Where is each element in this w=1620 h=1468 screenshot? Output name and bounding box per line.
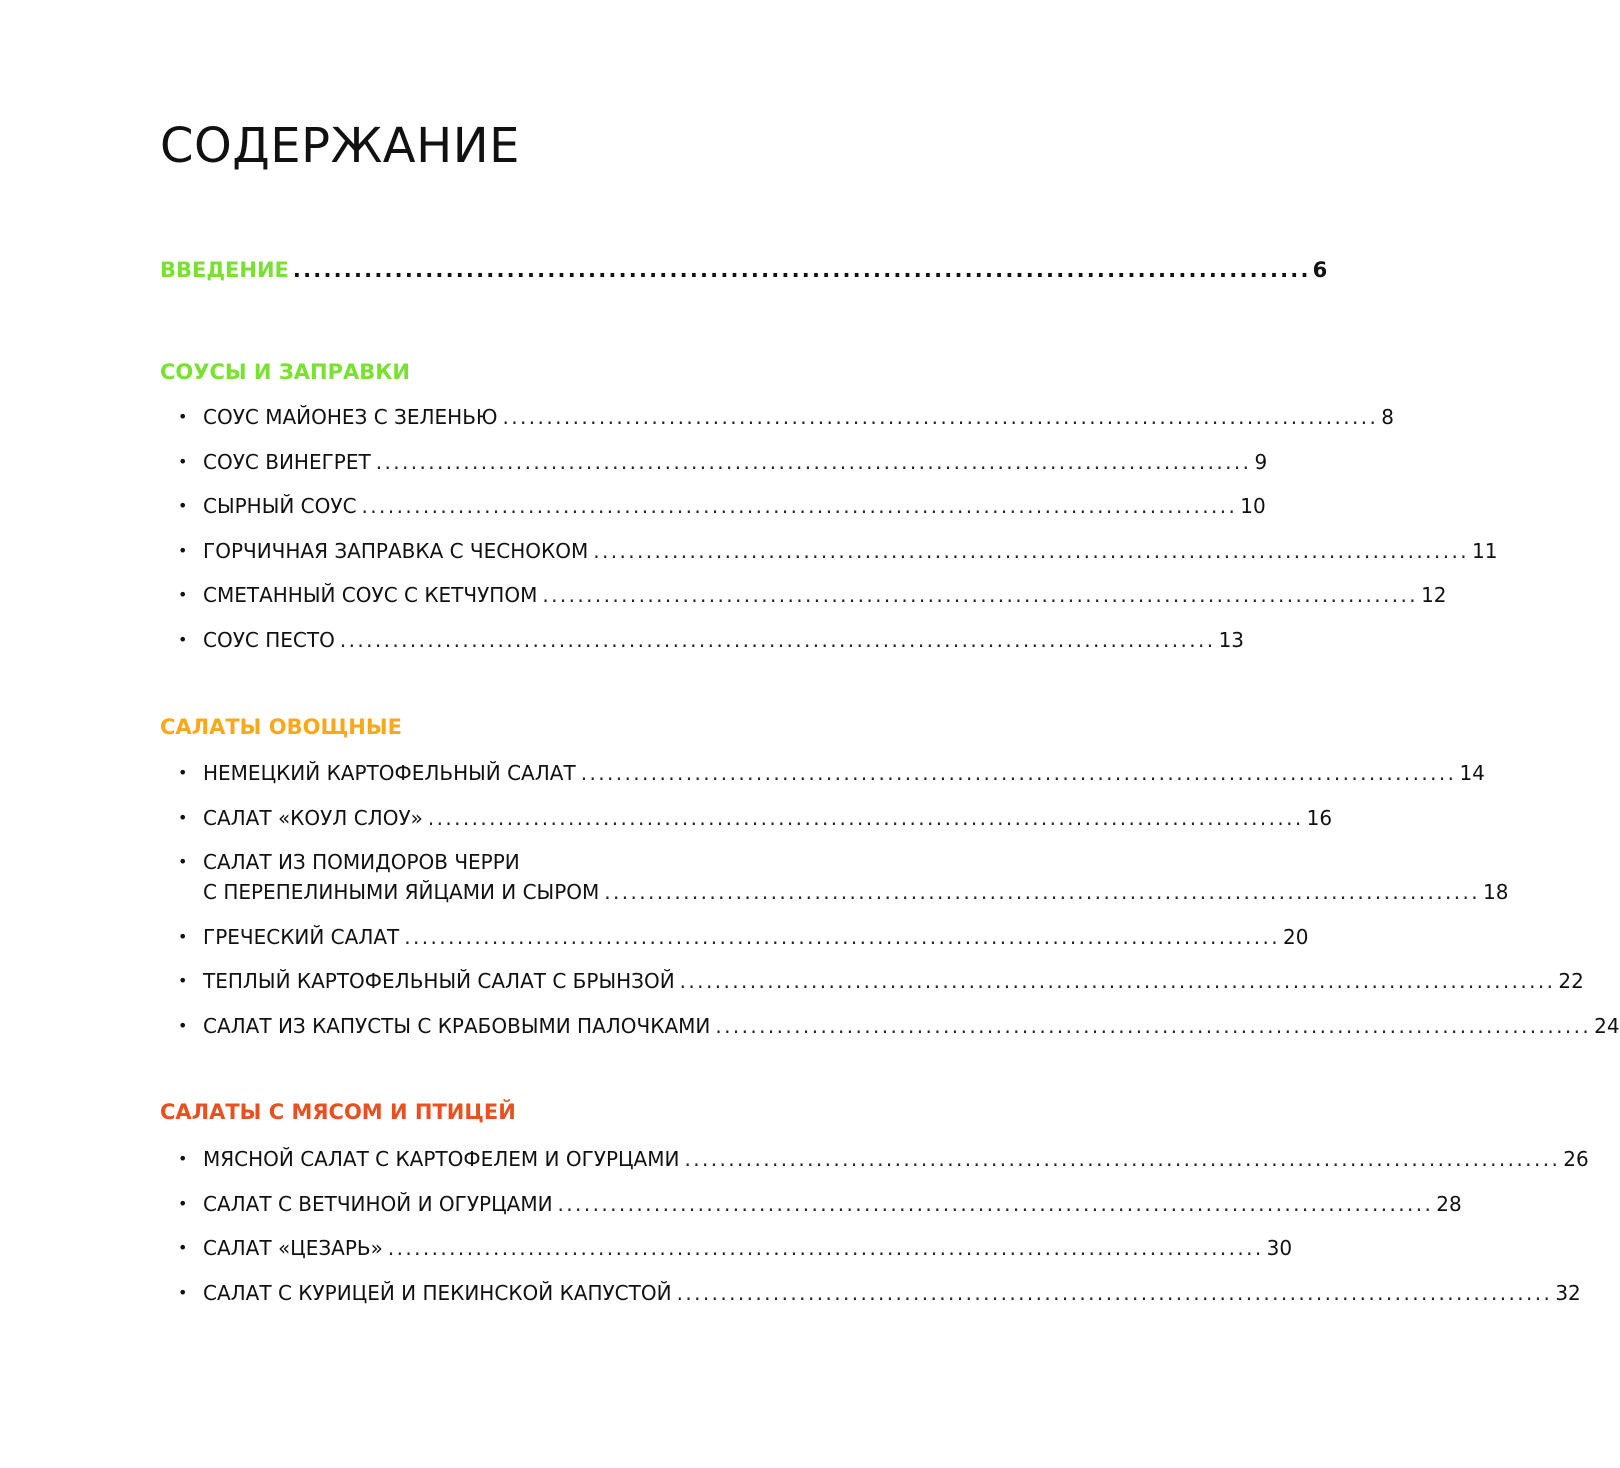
dot-leader: ....................................................................................................	[679, 969, 1556, 993]
toc-item[interactable]	[178, 847, 1509, 907]
toc-item[interactable]	[178, 1189, 1462, 1219]
toc-list-vegetable-salads	[178, 758, 1620, 1055]
page-number: 9	[1254, 449, 1268, 474]
toc-item[interactable]	[178, 402, 1395, 432]
entry-title: САЛАТ С КУРИЦЕЙ И ПЕКИНСКОЙ КАПУСТОЙ	[203, 1280, 672, 1305]
page-number: 30	[1266, 1236, 1293, 1260]
toc-item[interactable]	[178, 580, 1447, 610]
dot-leader: ....................................................................................................	[580, 761, 1457, 785]
bullet-icon: •	[178, 1282, 188, 1302]
dot-leader: ....................................................................................................	[387, 1236, 1264, 1260]
dot-leader: ....................................................................................................	[502, 405, 1379, 429]
section-heading-vegetable-salads: САЛАТЫ ОВОЩНЫЕ	[160, 715, 402, 739]
dot-leader: ....................................................................................................	[404, 924, 1281, 949]
page-number: 22	[1558, 969, 1584, 993]
toc-item[interactable]	[178, 536, 1498, 566]
entry-title: СОУС ПЕСТО	[203, 627, 335, 652]
entry-title: СМЕТАННЫЙ СОУС С КЕТЧУПОМ	[203, 583, 538, 607]
bullet-icon: •	[178, 971, 188, 990]
page-number: 28	[1436, 1191, 1462, 1216]
entry-title: ГРЕЧЕСКИЙ САЛАТ	[203, 924, 400, 949]
page-number: 14	[1459, 761, 1485, 785]
toc-item[interactable]	[178, 625, 1245, 655]
page-number: 20	[1283, 924, 1309, 949]
page-number: 26	[1563, 1147, 1589, 1171]
toc-list-meat-salads	[178, 1144, 1589, 1322]
toc-item[interactable]	[178, 966, 1584, 996]
dot-leader: ....................................................................................................	[557, 1191, 1434, 1216]
entry-title: САЛАТ С ВЕТЧИНОЙ И ОГУРЦАМИ	[203, 1191, 553, 1216]
dot-leader: ....................................................................................................	[427, 805, 1304, 830]
entry-title-line-1: САЛАТ ИЗ ПОМИДОРОВ ЧЕРРИ	[203, 850, 520, 874]
entry-title: МЯСНОЙ САЛАТ С КАРТОФЕЛЕМ И ОГУРЦАМИ	[203, 1147, 680, 1171]
page-number: 13	[1218, 627, 1245, 652]
page-number: 24	[1594, 1013, 1620, 1038]
dot-leader: ....................................................................................................	[593, 538, 1469, 563]
section-heading-sauces: СОУСЫ И ЗАПРАВКИ	[160, 360, 410, 384]
bullet-icon: •	[178, 629, 188, 649]
toc-item[interactable]	[178, 1144, 1589, 1174]
dot-leader: ....................................................................................................	[361, 494, 1238, 518]
entry-title: САЛАТ ИЗ КАПУСТЫ С КРАБОВЫМИ ПАЛОЧКАМИ	[203, 1013, 711, 1038]
page-number: 32	[1555, 1280, 1581, 1305]
intro-label: ВВЕДЕНИЕ	[160, 258, 289, 282]
entry-title: СОУС ВИНЕГРЕТ	[203, 449, 371, 474]
entry-title: ТЕПЛЫЙ КАРТОФЕЛЬНЫЙ САЛАТ С БРЫНЗОЙ	[203, 969, 675, 993]
toc-list-sauces	[178, 402, 1498, 669]
toc-item[interactable]	[178, 1011, 1620, 1041]
entry-title: ГОРЧИЧНАЯ ЗАПРАВКА С ЧЕСНОКОМ	[203, 538, 589, 563]
bullet-icon: •	[178, 540, 188, 560]
bullet-icon: •	[178, 496, 188, 515]
toc-item[interactable]	[178, 1278, 1581, 1308]
bullet-icon: •	[178, 585, 188, 604]
bullet-icon: •	[178, 1238, 188, 1257]
entry-title: СЫРНЫЙ СОУС	[203, 494, 357, 518]
bullet-icon: •	[178, 407, 188, 426]
toc-item[interactable]	[178, 758, 1485, 788]
bullet-icon: •	[178, 852, 188, 871]
toc-item[interactable]	[178, 922, 1309, 952]
toc-item[interactable]	[178, 447, 1268, 477]
page-number: 18	[1483, 880, 1509, 904]
toc-item[interactable]	[178, 491, 1266, 521]
toc-entry-intro[interactable]	[160, 258, 1328, 282]
page-number: 8	[1381, 405, 1395, 429]
entry-title: САЛАТ «КОУЛ СЛОУ»	[203, 805, 423, 830]
page-number: 10	[1240, 494, 1266, 518]
entry-title: НЕМЕЦКИЙ КАРТОФЕЛЬНЫЙ САЛАТ	[203, 761, 576, 785]
bullet-icon: •	[178, 451, 188, 471]
dot-leader: ....................................................................................................	[676, 1280, 1553, 1305]
dot-leader: ....................................................................................................	[339, 627, 1216, 652]
bullet-icon: •	[178, 763, 188, 782]
entry-title: САЛАТ «ЦЕЗАРЬ»	[203, 1236, 383, 1260]
page-title: СОДЕРЖАНИЕ	[160, 118, 520, 174]
bullet-icon: •	[178, 1149, 188, 1168]
toc-item[interactable]	[178, 1233, 1293, 1263]
dot-leader: ....................................................................................................	[715, 1013, 1592, 1038]
dot-leader: ....................................................................................................	[542, 583, 1419, 607]
page-number: 16	[1306, 805, 1333, 830]
dot-leader: ....................................................................................................	[684, 1147, 1561, 1171]
page-number: 11	[1471, 538, 1498, 563]
dot-leader: ....................................................................................................	[375, 449, 1252, 474]
bullet-icon: •	[178, 1015, 188, 1035]
entry-title: С ПЕРЕПЕЛИНЫМИ ЯЙЦАМИ И СЫРОМ	[203, 880, 600, 904]
toc-item[interactable]	[178, 803, 1333, 833]
bullet-icon: •	[178, 926, 188, 946]
page-number: 12	[1421, 583, 1447, 607]
bullet-icon: •	[178, 1193, 188, 1213]
page-number: 6	[1312, 258, 1328, 282]
dot-leader: ....................................................................................................	[292, 258, 1311, 282]
dot-leader: ....................................................................................................	[604, 880, 1481, 904]
section-heading-meat-salads: САЛАТЫ С МЯСОМ И ПТИЦЕЙ	[160, 1100, 516, 1124]
entry-title: СОУС МАЙОНЕЗ С ЗЕЛЕНЬЮ	[203, 405, 498, 429]
bullet-icon: •	[178, 807, 188, 827]
